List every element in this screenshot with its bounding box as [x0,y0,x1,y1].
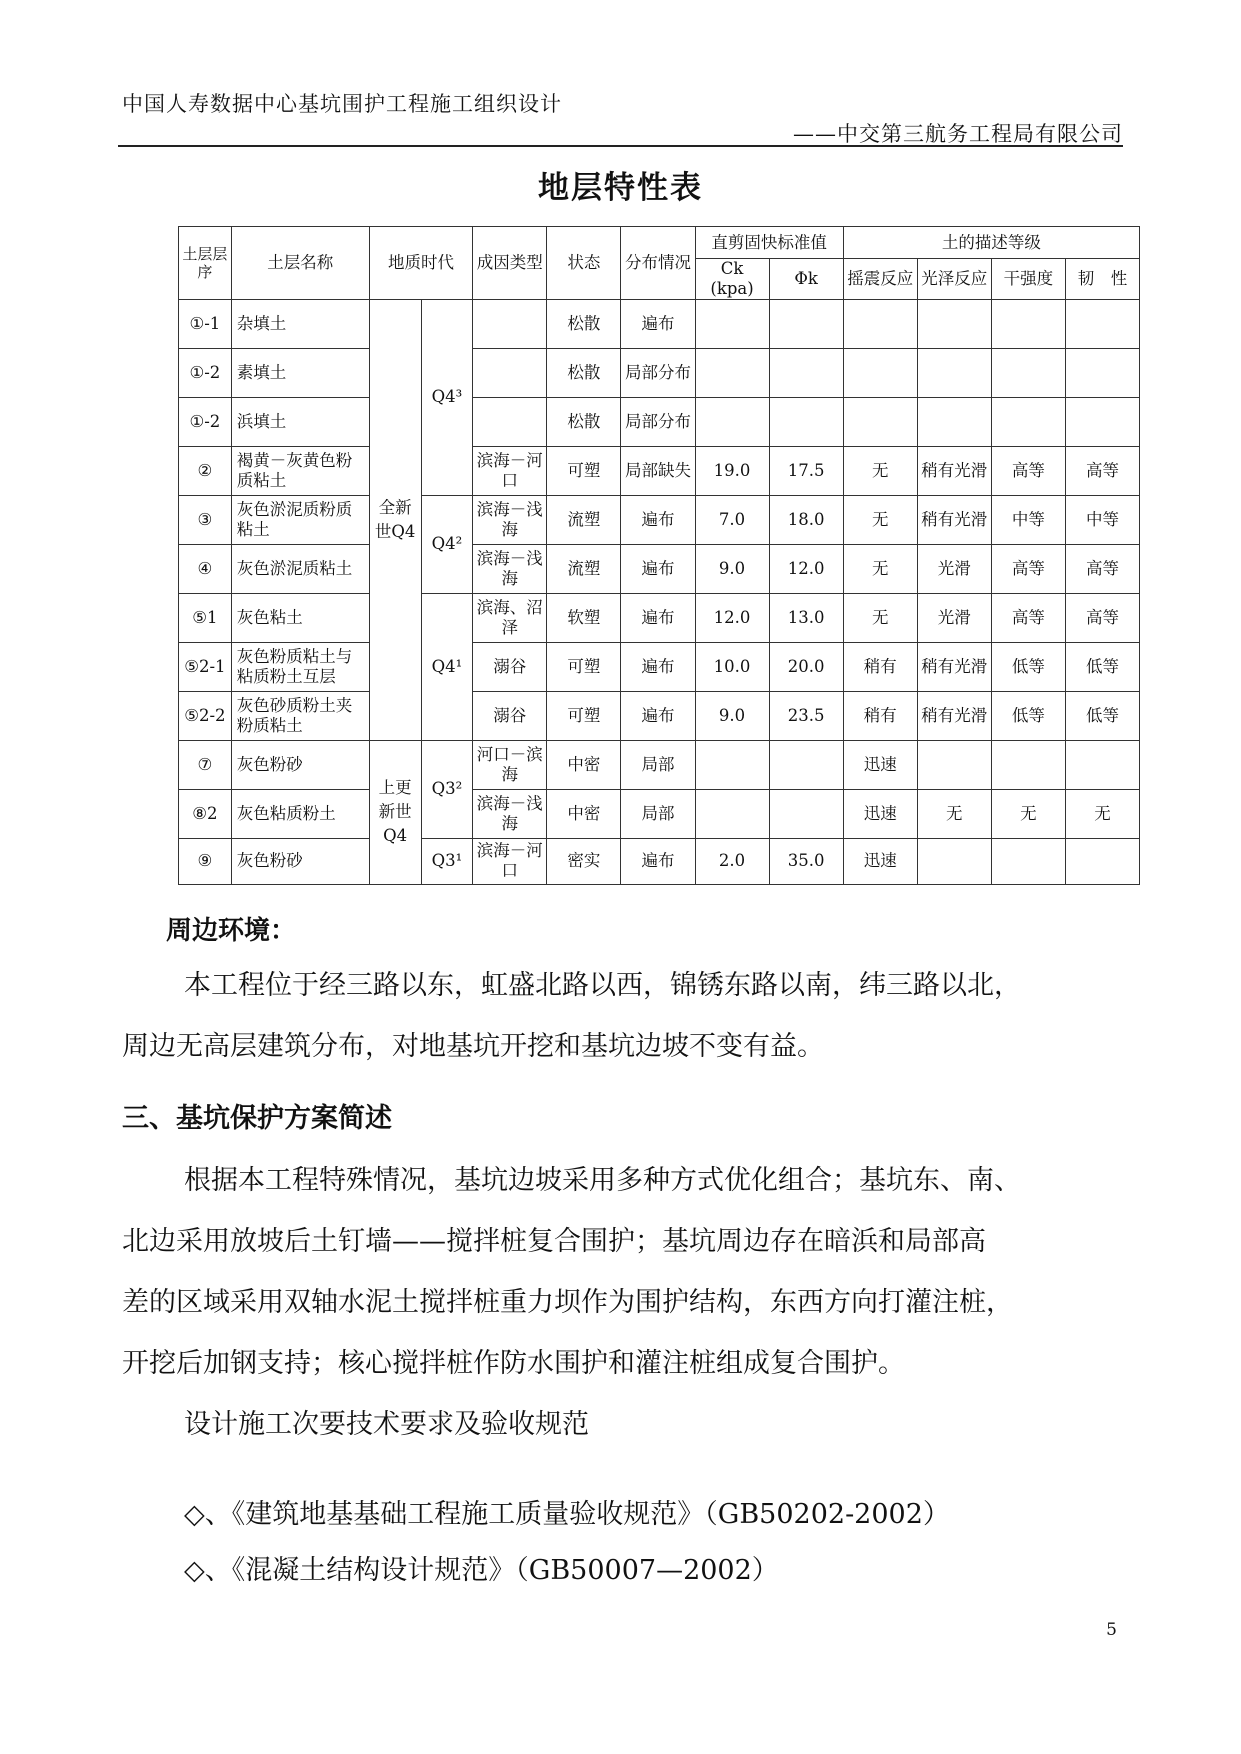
cell-phi: 20.0 [769,642,843,691]
header-shake: 摇震反应 [843,259,917,300]
era-holocene: 全新世Q4 [369,299,421,740]
cell-seq: ①-1 [179,299,232,348]
cell-name: 灰色粘土 [231,593,369,642]
header-seq: 土层层序 [179,227,232,300]
section-heading-environment: 周边环境： [166,916,297,946]
cell-ck [695,740,769,789]
cell-origin [473,397,547,446]
cell-state: 中密 [547,740,621,789]
cell-phi: 13.0 [769,593,843,642]
cell-state: 松散 [547,299,621,348]
cell-shake: 无 [843,544,917,593]
header-origin: 成因类型 [473,227,547,300]
header-ck: Ck (kpa) [695,259,769,300]
cell-ck: 10.0 [695,642,769,691]
cell-tough: 高等 [1065,544,1139,593]
table-row [179,789,1140,838]
cell-shake [843,299,917,348]
cell-name: 灰色淤泥质粉质粘土 [231,495,369,544]
cell-dist: 遍布 [621,642,695,691]
era-q4-2: Q4² [421,495,473,593]
cell-phi: 18.0 [769,495,843,544]
cell-origin: 河口－滨海 [473,740,547,789]
cell-tough [1065,397,1139,446]
cell-dry: 高等 [991,593,1065,642]
env-line-1: 本工程位于经三路以东，虹盛北路以西，锦锈东路以南，纬三路以北， [184,970,1021,1001]
cell-tough: 低等 [1065,642,1139,691]
cell-tough: 高等 [1065,446,1139,495]
cell-origin: 滨海－河口 [473,446,547,495]
cell-dry [991,740,1065,789]
cell-dry [991,299,1065,348]
table-row [179,446,1140,495]
cell-phi: 35.0 [769,838,843,884]
cell-luster: 光滑 [917,544,991,593]
cell-seq: ⑨ [179,838,232,884]
cell-phi [769,397,843,446]
cell-name: 灰色淤泥质粘土 [231,544,369,593]
cell-dist: 局部 [621,789,695,838]
cell-dist: 遍布 [621,299,695,348]
cell-shake: 迅速 [843,838,917,884]
cell-tough: 高等 [1065,593,1139,642]
env-line-2: 周边无高层建筑分布，对地基坑开挖和基坑边坡不变有益。 [122,1031,824,1062]
cell-dry [991,397,1065,446]
table-row [179,544,1140,593]
cell-name: 杂填土 [231,299,369,348]
cell-name: 灰色粉砂 [231,740,369,789]
cell-seq: ④ [179,544,232,593]
cell-tough [1065,740,1139,789]
header-distribution: 分布情况 [621,227,695,300]
cell-luster [917,740,991,789]
header-desc: 土的描述等级 [843,227,1139,259]
era-q3-2: Q3² [421,740,473,838]
cell-ck: 19.0 [695,446,769,495]
cell-shake: 无 [843,495,917,544]
cell-seq: ①-2 [179,348,232,397]
cell-dry [991,838,1065,884]
cell-state: 松散 [547,348,621,397]
cell-tough: 中等 [1065,495,1139,544]
cell-shake: 迅速 [843,740,917,789]
cell-dist: 遍布 [621,544,695,593]
cell-ck [695,299,769,348]
cell-name: 灰色粘质粉土 [231,789,369,838]
cell-seq: ⑤1 [179,593,232,642]
cell-luster: 光滑 [917,593,991,642]
cell-ck [695,397,769,446]
cell-dist: 局部分布 [621,348,695,397]
table-row [179,299,1140,348]
cell-dry: 高等 [991,446,1065,495]
cell-shake: 无 [843,593,917,642]
cell-ck: 7.0 [695,495,769,544]
plan-line-1: 根据本工程特殊情况，基坑边坡采用多种方式优化组合；基坑东、南、 [184,1165,1021,1196]
cell-dist: 局部 [621,740,695,789]
cell-state: 可塑 [547,446,621,495]
cell-tough [1065,348,1139,397]
cell-tough: 低等 [1065,691,1139,740]
table-row [179,348,1140,397]
cell-shake [843,348,917,397]
cell-state: 软塑 [547,593,621,642]
header-divider [118,145,1123,147]
cell-dry [991,348,1065,397]
cell-dist: 遍布 [621,838,695,884]
spec-item-1: ◇、《建筑地基基础工程施工质量验收规范》（GB50202-2002） [184,1499,950,1530]
cell-luster: 无 [917,789,991,838]
cell-origin: 滨海－浅海 [473,544,547,593]
cell-ck: 9.0 [695,691,769,740]
cell-state: 可塑 [547,691,621,740]
header-left: 中国人寿数据中心基坑围护工程施工组织设计 [122,92,562,116]
cell-dry: 低等 [991,691,1065,740]
cell-origin [473,299,547,348]
cell-phi [769,740,843,789]
cell-luster: 稍有光滑 [917,642,991,691]
header-luster: 光泽反应 [917,259,991,300]
table-row [179,691,1140,740]
header-phik: Φk [769,259,843,300]
table-title: 地层特性表 [538,170,703,206]
table-row [179,740,1140,789]
env-paragraph [122,955,1122,1077]
cell-state: 密实 [547,838,621,884]
section-heading-plan: 三、基坑保护方案简述 [122,1103,392,1134]
cell-phi: 23.5 [769,691,843,740]
header-dry: 干强度 [991,259,1065,300]
cell-shake [843,397,917,446]
cell-phi [769,348,843,397]
table-row [179,397,1140,446]
cell-origin: 滨海－浅海 [473,789,547,838]
cell-tough [1065,299,1139,348]
strata-table [178,226,1140,885]
era-q4-3: Q4³ [421,299,473,495]
cell-luster: 稍有光滑 [917,446,991,495]
cell-seq: ③ [179,495,232,544]
cell-ck [695,789,769,838]
cell-dist: 遍布 [621,593,695,642]
header-name: 土层名称 [231,227,369,300]
cell-seq: ⑦ [179,740,232,789]
cell-phi: 12.0 [769,544,843,593]
cell-shake: 稍有 [843,691,917,740]
cell-dist: 遍布 [621,495,695,544]
header-state: 状态 [547,227,621,300]
cell-state: 松散 [547,397,621,446]
spec-item-2: ◇、《混凝土结构设计规范》（GB50007—2002） [184,1555,779,1586]
cell-seq: ⑤2-1 [179,642,232,691]
cell-luster: 稍有光滑 [917,691,991,740]
cell-shake: 无 [843,446,917,495]
cell-seq: ② [179,446,232,495]
cell-origin [473,348,547,397]
cell-origin: 滨海、沼泽 [473,593,547,642]
cell-shake: 迅速 [843,789,917,838]
plan-line-4: 开挖后加钢支持；核心搅拌桩作防水围护和灌注桩组成复合围护。 [122,1348,905,1379]
era-q3-1: Q3¹ [421,838,473,884]
era-q4-1: Q4¹ [421,593,473,740]
cell-ck: 2.0 [695,838,769,884]
cell-dry: 中等 [991,495,1065,544]
cell-origin: 溺谷 [473,642,547,691]
plan-paragraph [122,1150,1122,1455]
table-row [179,642,1140,691]
cell-state: 流塑 [547,495,621,544]
cell-ck: 9.0 [695,544,769,593]
cell-dist: 局部分布 [621,397,695,446]
cell-seq: ⑤2-2 [179,691,232,740]
cell-origin: 滨海－浅海 [473,495,547,544]
page-number: 5 [1106,1620,1117,1640]
cell-phi: 17.5 [769,446,843,495]
cell-name: 素填土 [231,348,369,397]
cell-luster [917,397,991,446]
cell-ck [695,348,769,397]
cell-phi [769,789,843,838]
table-row [179,838,1140,884]
header-shear: 直剪固快标准值 [695,227,843,259]
header-tough: 韧 性 [1065,259,1139,300]
header-right: ——中交第三航务工程局有限公司 [793,122,1123,146]
cell-seq: ⑧2 [179,789,232,838]
cell-tough: 无 [1065,789,1139,838]
cell-luster [917,299,991,348]
cell-state: 可塑 [547,642,621,691]
cell-state: 中密 [547,789,621,838]
cell-origin: 滨海－河口 [473,838,547,884]
cell-name: 浜填土 [231,397,369,446]
cell-seq: ①-2 [179,397,232,446]
cell-dist: 遍布 [621,691,695,740]
cell-shake: 稍有 [843,642,917,691]
header-era: 地质时代 [369,227,473,300]
cell-phi [769,299,843,348]
cell-name: 褐黄－灰黄色粉质粘土 [231,446,369,495]
plan-line-5: 设计施工次要技术要求及验收规范 [184,1409,589,1440]
cell-luster: 稍有光滑 [917,495,991,544]
cell-origin: 溺谷 [473,691,547,740]
table-row [179,495,1140,544]
cell-dry: 无 [991,789,1065,838]
plan-line-2: 北边采用放坡后土钉墙——搅拌桩复合围护；基坑周边存在暗浜和局部高 [122,1226,986,1257]
cell-dry: 高等 [991,544,1065,593]
cell-state: 流塑 [547,544,621,593]
plan-line-3: 差的区域采用双轴水泥土搅拌桩重力坝作为围护结构，东西方向打灌注桩， [122,1287,1013,1318]
cell-ck: 12.0 [695,593,769,642]
table-row [179,593,1140,642]
era-upper-pleistocene: 上更新世Q4 [369,740,421,884]
cell-dry: 低等 [991,642,1065,691]
cell-luster [917,838,991,884]
cell-name: 灰色砂质粉土夹粉质粘土 [231,691,369,740]
cell-name: 灰色粉质粘土与粘质粉土互层 [231,642,369,691]
cell-tough [1065,838,1139,884]
cell-luster [917,348,991,397]
cell-name: 灰色粉砂 [231,838,369,884]
cell-dist: 局部缺失 [621,446,695,495]
